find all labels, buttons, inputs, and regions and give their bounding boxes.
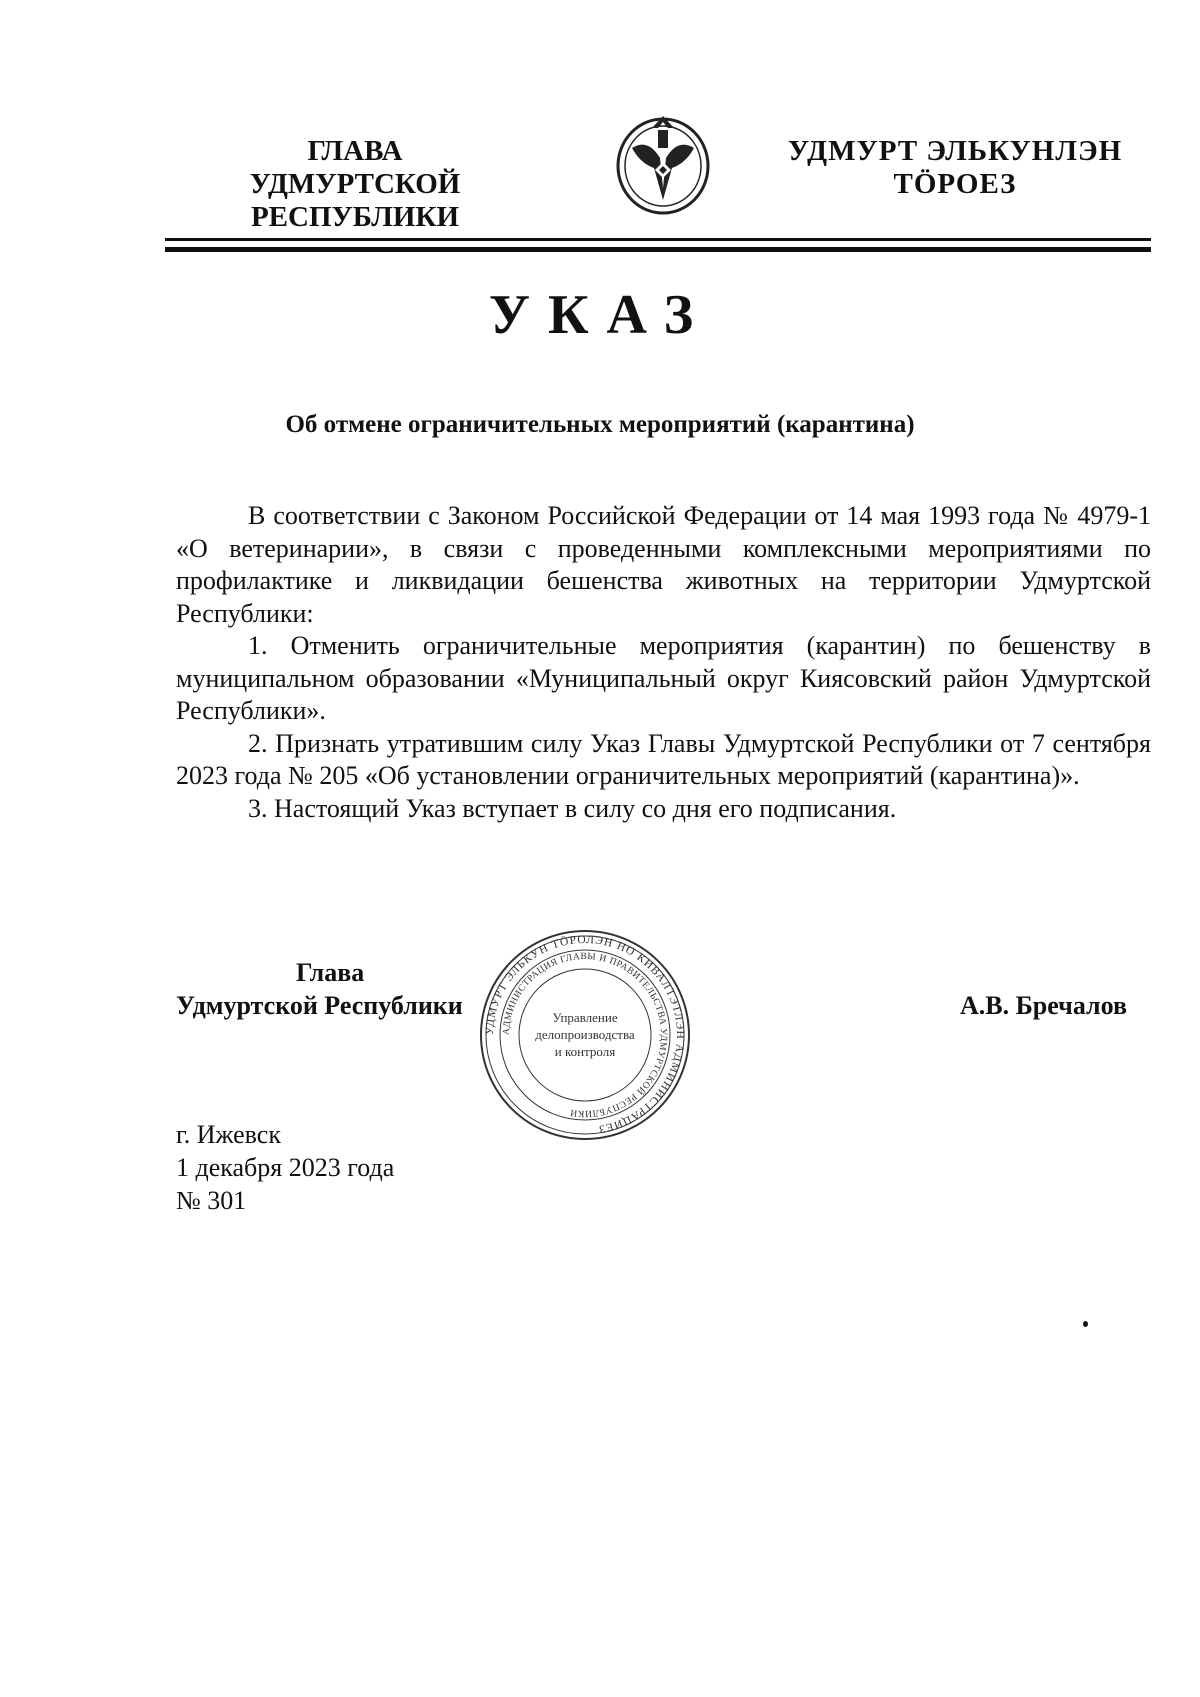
header-right-title: УДМУРТ ЭЛЬКУНЛЭН (787, 135, 1123, 167)
document-subtitle: Об отмене ограничительных мероприятий (карантина) (285, 411, 915, 438)
document-body (176, 500, 1151, 825)
preamble-paragraph: В соответствии с Законом Российской Федерации от 14 мая 1993 года № 4979-1 «О ветеринарии», в связи с проведенными комплексными мероприятиями по профилактике и ликвидации бешенства животных на территории Удмуртской Республики: (176, 501, 1151, 628)
signatory-position-line2: Удмуртской Республики (176, 991, 463, 1020)
issue-city: г. Ижевск (176, 1120, 281, 1149)
header-left (155, 135, 555, 234)
header-left-subtitle: УДМУРТСКОЙ РЕСПУБЛИКИ (249, 168, 461, 233)
header-left-title: ГЛАВА (307, 135, 403, 167)
stamp-outer-text: УДМУРТ ЭЛЬКУН ТӦРОЛЭН НО КИВАЛТЭТЛЭН АДМИНИСТРАЦИЕЗ (483, 933, 687, 1136)
signatory-name: А.В. Бречалов (960, 991, 1128, 1020)
stamp-center-line1: Управление (552, 1010, 618, 1025)
clause-1: 1. Отменить ограничительные мероприятия (карантин) по бешенству в муниципальном образовании «Муниципальный округ Киясовский район Удмуртской Республики». (176, 631, 1151, 725)
issue-date: 1 декабря 2023 года (176, 1153, 395, 1182)
official-stamp (475, 925, 695, 1145)
header-rule-thin (165, 238, 1151, 241)
clause-2: 2. Признать утратившим силу Указ Главы Удмуртской Республики от 7 сентября 2023 года № 205 «Об установлении ограничительных мероприятий (карантина)». (176, 728, 1151, 790)
stamp-center-line3: и контроля (554, 1044, 616, 1059)
signatory-position (176, 956, 463, 1022)
header-rule-thick (165, 247, 1151, 252)
document-title: УКАЗ (488, 284, 712, 346)
clause-3: 3. Настоящий Указ вступает в силу со дня его подписания. (248, 793, 897, 823)
document-number: № 301 (176, 1186, 247, 1215)
coat-of-arms-icon (608, 108, 718, 218)
stamp-center-line2: делопроизводства (535, 1027, 635, 1042)
document-footer (176, 1118, 394, 1217)
header-right-subtitle: ТӦРОЕЗ (893, 168, 1017, 200)
header-right (760, 135, 1150, 201)
signatory-position-line1: Глава (296, 958, 365, 987)
scan-speck (1083, 1321, 1088, 1327)
stamp-inner-text: АДМИНИСТРАЦИЯ ГЛАВЫ И ПРАВИТЕЛЬСТВА УДМУРТСКОЙ РЕСПУБЛИКИ (501, 951, 669, 1119)
